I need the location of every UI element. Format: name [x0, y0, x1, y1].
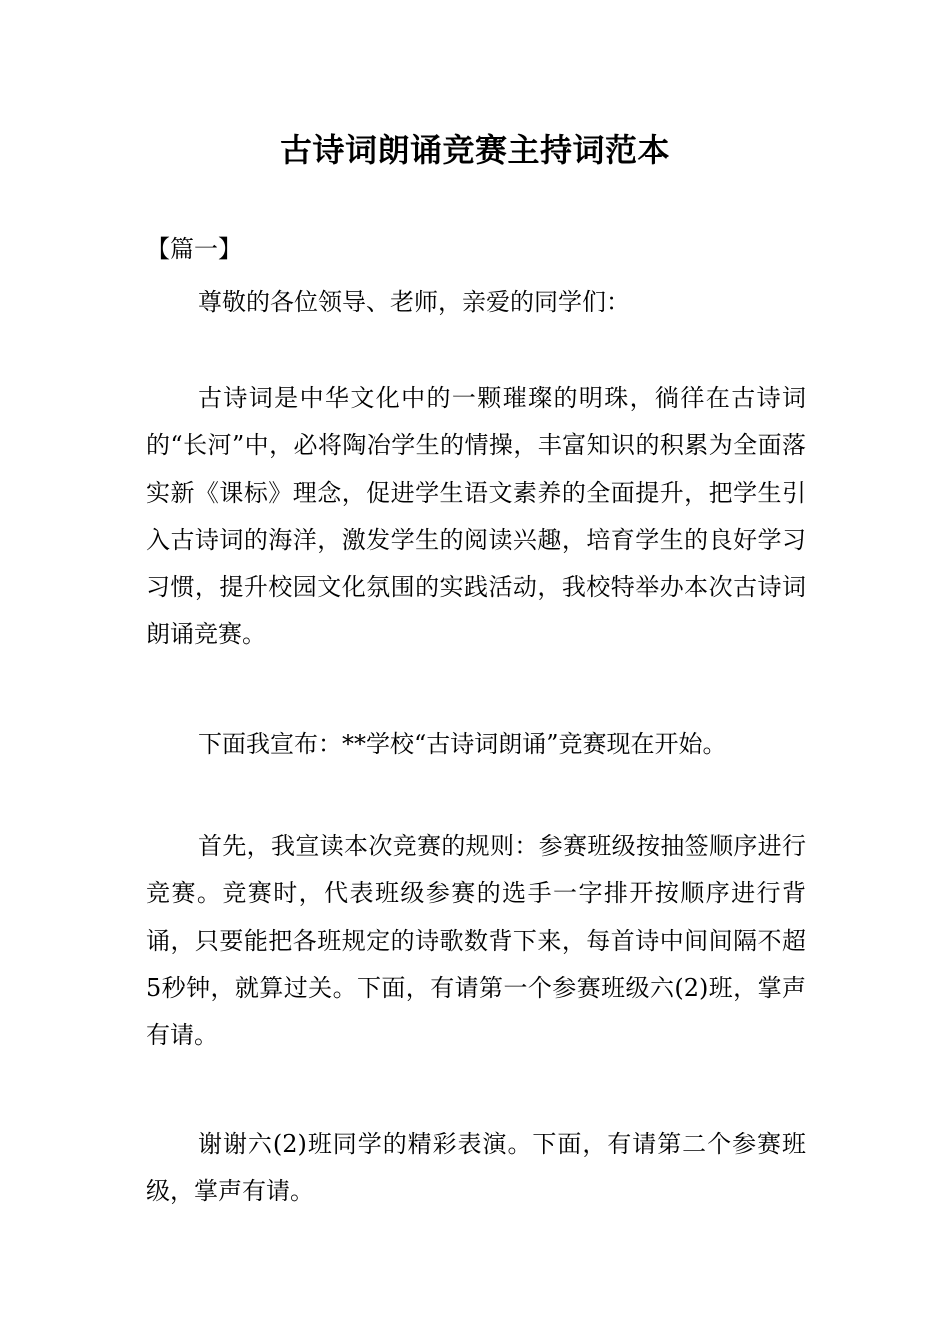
thanks-paragraph: 谢谢六(2)班同学的精彩表演。下面，有请第二个参赛班级，掌声有请。 — [146, 1130, 806, 1206]
section-label: 【篇一】 — [146, 235, 242, 263]
document-title: 古诗词朗诵竞赛主持词范本 — [279, 131, 670, 169]
greeting-paragraph: 尊敬的各位领导、老师，亲爱的同学们： — [198, 288, 630, 316]
intro-paragraph: 古诗词是中华文化中的一颗璀璨的明珠，徜徉在古诗词的“长河”中，必将陶冶学生的情操，丰富知识的积累为全面落实新《课标》理念，促进学生语文素养的全面提升，把学生引入古诗词的海洋，激发学生的阅读兴趣，培育学生的良好学习习惯，提升校园文化氛围的实践活动，我校特举办本次古诗词朗诵竞赛。 — [146, 384, 806, 649]
rules-paragraph: 首先，我宣读本次竞赛的规则：参赛班级按抽签顺序进行竞赛。竞赛时，代表班级参赛的选手一字排开按顺序进行背诵，只要能把各班规定的诗歌数背下来，每首诗中间间隔不超5秒钟，就算过关。下面，有请第一个参赛班级六(2)班，掌声有请。 — [146, 832, 806, 1050]
announcement-paragraph: 下面我宣布：**学校“古诗词朗诵”竞赛现在开始。 — [198, 730, 727, 758]
